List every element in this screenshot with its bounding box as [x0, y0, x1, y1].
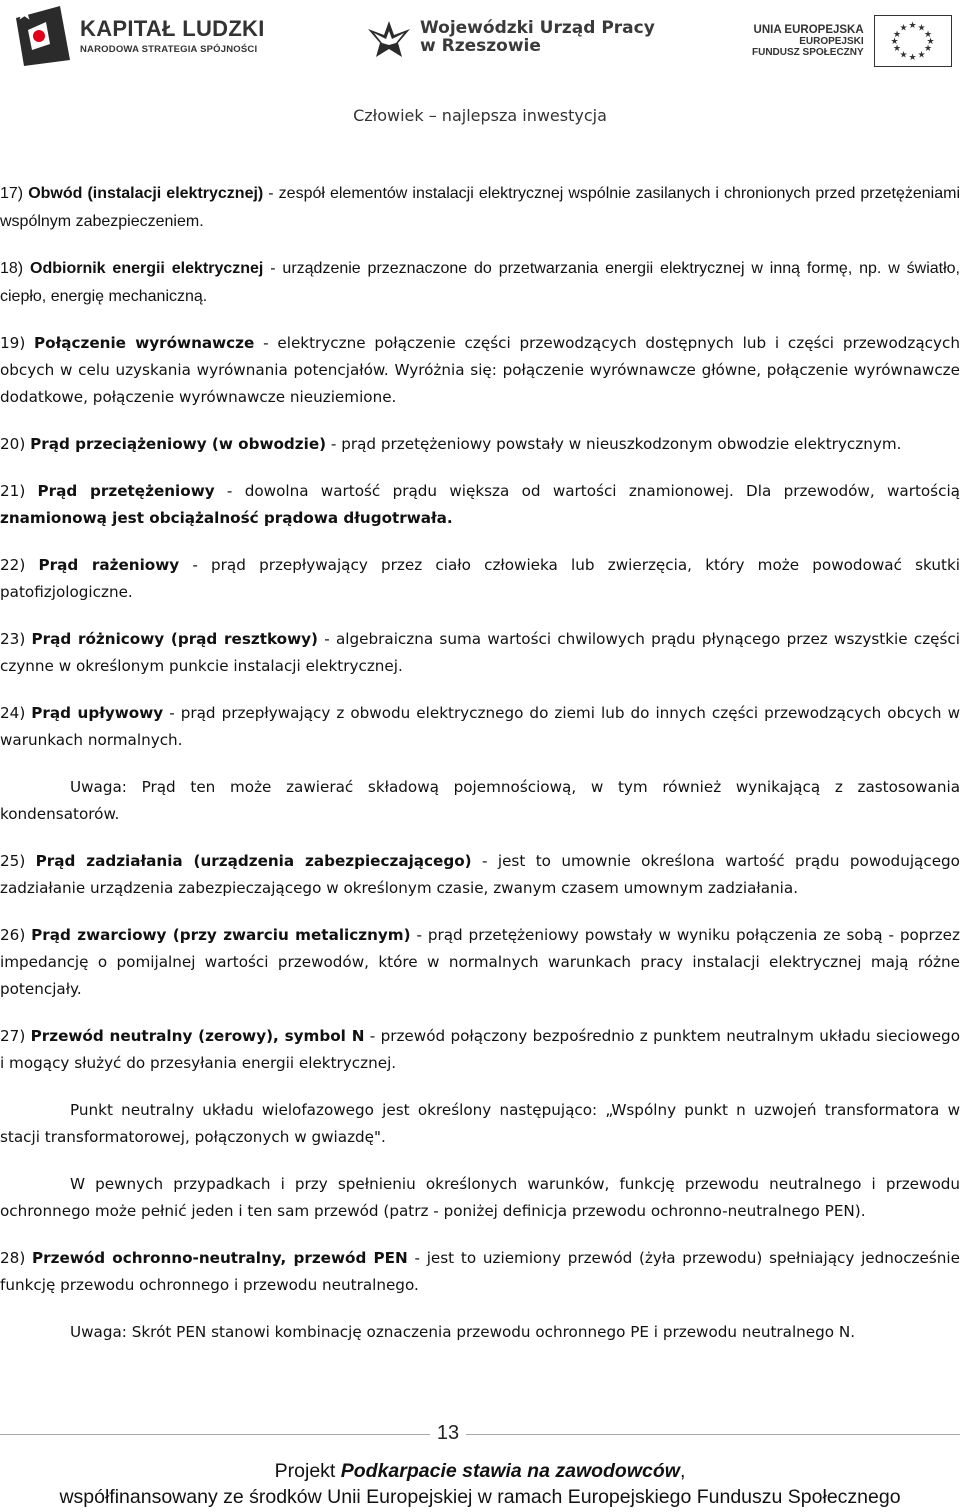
definition-term: Przewód ochronno-neutralny, przewód PEN [32, 1249, 408, 1267]
wup-name-line1: Wojewódzki Urząd Pracy [420, 18, 655, 39]
svg-text:★: ★ [917, 50, 926, 61]
definition-item [0, 1245, 960, 1299]
definition-text: - prąd przepływający przez ciało człowieka lub zwierzęcia, który może powodować skutki patofizjologiczne. [0, 556, 960, 601]
definition-term: Odbiornik energii elektrycznej [30, 260, 264, 277]
definition-text: Uwaga: Prąd ten może zawierać składową pojemnościową, w tym również wynikającą z zastosowania kondensatorów. [0, 778, 960, 823]
wup-rzeszow-logo [366, 10, 655, 66]
definition-number: 19) [0, 334, 35, 352]
definition-text: - prąd przepływający z obwodu elektrycznego do ziemi lub do innych części przewodzących obcych w warunkach normalnych. [0, 704, 960, 749]
svg-text:★: ★ [923, 30, 932, 40]
svg-text:★: ★ [899, 50, 908, 61]
definition-note [0, 1097, 960, 1151]
definition-item [0, 330, 960, 411]
footer-divider [466, 1434, 960, 1435]
definition-text: - zespół elementów instalacji elektrycznej wspólnie zasilanych i chronionych przed przetężeniami wspólnym zabezpieczeniem. [0, 185, 960, 230]
definition-term: Prąd rażeniowy [38, 556, 180, 574]
definition-number: 27) [0, 1027, 31, 1045]
eu-flag-icon [874, 15, 952, 67]
definition-number: 22) [0, 556, 39, 574]
definition-number: 26) [0, 926, 32, 944]
eu-logo [752, 12, 952, 70]
definition-term: Prąd zadziałania (urządzenia zabezpieczającego) [35, 852, 472, 870]
definition-number: 23) [0, 630, 32, 648]
wup-eagle-icon [366, 15, 412, 61]
definition-text: Punkt neutralny układu wielofazowego jest określony następująco: „Wspólny punkt n uzwojeń transformatora w stacji transformatorowej, połączonych w gwiazdę". [0, 1101, 960, 1146]
svg-text:★: ★ [908, 53, 917, 63]
definition-term-continued: znamionową jest obciążalność prądowa długotrwała. [0, 509, 453, 527]
definition-number: 20) [0, 435, 31, 453]
kapital-ludzki-subtitle: NARODOWA STRATEGIA SPÓJNOŚCI [80, 43, 258, 55]
definition-text: W pewnych przypadkach i przy spełnieniu określonych warunków, funkcję przewodu neutralnego i przewodu ochronnego może pełnić jeden i ten sam przewód (patrz - poniżej definicja przewodu ochronno-neutralnego PEN). [0, 1175, 960, 1220]
definition-note [0, 774, 960, 828]
svg-text:★: ★ [923, 44, 932, 54]
definition-number: 17) [0, 185, 29, 202]
definition-item [0, 626, 960, 680]
svg-text:★: ★ [892, 30, 901, 40]
definition-item [0, 700, 960, 754]
definition-text: - algebraiczna suma wartości chwilowych prądu płynącego przez wszystkie części czynne w określonym punkcie instalacji elektrycznej. [0, 630, 960, 675]
definition-term: Prąd przeciążeniowy (w obwodzie) [30, 435, 327, 453]
kapital-ludzki-emblem-icon [10, 4, 72, 68]
definitions-list [0, 180, 960, 1366]
definition-note [0, 1319, 960, 1346]
definition-text: - prąd przetężeniowy powstały w wyniku połączenia ze sobą - poprzez impedancję o pomijalnej wartości przewodów, które w normalnych warunkach pracy instalacji elektrycznej mają różne potencjały. [0, 926, 960, 998]
eu-name-line2: EUROPEJSKI [799, 36, 864, 48]
definition-number: 21) [0, 482, 38, 500]
definition-item [0, 255, 960, 310]
svg-text:★: ★ [917, 23, 926, 34]
definition-number: 28) [0, 1249, 32, 1267]
definition-text: Uwaga: Skrót PEN stanowi kombinację oznaczenia przewodu ochronnego PE i przewodu neutralnego N. [70, 1323, 856, 1341]
definition-item [0, 180, 960, 235]
footer-project-title: Podkarpacie stawia na zawodowców [340, 1460, 680, 1482]
definition-term: Przewód neutralny (zerowy), symbol N [30, 1027, 365, 1045]
definition-note [0, 1171, 960, 1225]
definition-term: Prąd upływowy [31, 704, 164, 722]
definition-term: Prąd zwarciowy (przy zwarciu metalicznym) [31, 926, 411, 944]
footer-project-suffix: , [679, 1460, 686, 1482]
definition-item [0, 922, 960, 1003]
definition-text: - urządzenie przeznaczone do przetwarzania energii elektrycznej w inną formę, np. w światło, ciepło, energię mechaniczną. [0, 260, 960, 305]
definition-number: 24) [0, 704, 32, 722]
definition-item [0, 848, 960, 902]
definition-item [0, 1023, 960, 1077]
definition-number: 18) [0, 260, 30, 277]
definition-text: - jest to uziemiony przewód (żyła przewodu) spełniający jednocześnie funkcję przewodu ochronnego i przewodu neutralnego. [0, 1249, 960, 1294]
svg-text:★: ★ [890, 37, 899, 47]
definition-item [0, 478, 960, 532]
tagline: Człowiek – najlepsza inwestycja [353, 106, 607, 125]
definition-text: - elektryczne połączenie części przewodzących dostępnych lub i części przewodzących obcych w celu uzyskania wyrównania potencjałów. Wyróżnia się: połączenie wyrównawcze główne, połączenie wyrównawcze dodatkowe, połączenie wyrównawcze nieuziemione. [0, 334, 960, 406]
definition-text: - jest to umownie określona wartość prądu powodującego zadziałanie urządzenia zabezpieczającego w określonym czasie, zwanym czasem umownym zadziałania. [0, 852, 960, 897]
definition-text: - dowolna wartość prądu większa od wartości znamionowej. Dla przewodów, wartością [214, 482, 960, 500]
definition-term: Prąd przetężeniowy [37, 482, 215, 500]
page-header [0, 0, 960, 140]
footer-project-line [0, 1460, 960, 1483]
footer-funding-line: współfinansowany ze środków Unii Europejskiej w ramach Europejskiego Funduszu Społecznego [59, 1486, 901, 1508]
svg-text:★: ★ [908, 21, 917, 31]
definition-text: - prąd przetężeniowy powstały w nieuszkodzonym obwodzie elektrycznym. [326, 435, 902, 453]
footer-divider [0, 1434, 430, 1435]
definition-number: 25) [0, 852, 36, 870]
kapital-ludzki-title: KAPITAŁ LUDZKI [80, 15, 265, 41]
definition-term: Obwód (instalacji elektrycznej) [28, 185, 264, 202]
eu-name-line1: UNIA EUROPEJSKA [753, 23, 864, 36]
definition-term: Połączenie wyrównawcze [34, 334, 255, 352]
svg-text:★: ★ [899, 23, 908, 34]
page-number: 13 [436, 1422, 460, 1444]
eu-name-line3: FUNDUSZ SPOŁECZNY [752, 47, 864, 59]
definition-item [0, 431, 960, 458]
definition-text: - przewód połączony bezpośrednio z punktem neutralnym układu sieciowego i mogący służyć do przesyłania energii elektrycznej. [0, 1027, 960, 1072]
definition-item [0, 552, 960, 606]
svg-text:★: ★ [926, 37, 935, 47]
wup-name-line2: w Rzeszowie [420, 36, 541, 56]
svg-text:★: ★ [892, 44, 901, 54]
footer-project-prefix: Projekt [274, 1460, 341, 1482]
definition-term: Prąd różnicowy (prąd resztkowy) [31, 630, 318, 648]
kapital-ludzki-logo [10, 4, 265, 68]
